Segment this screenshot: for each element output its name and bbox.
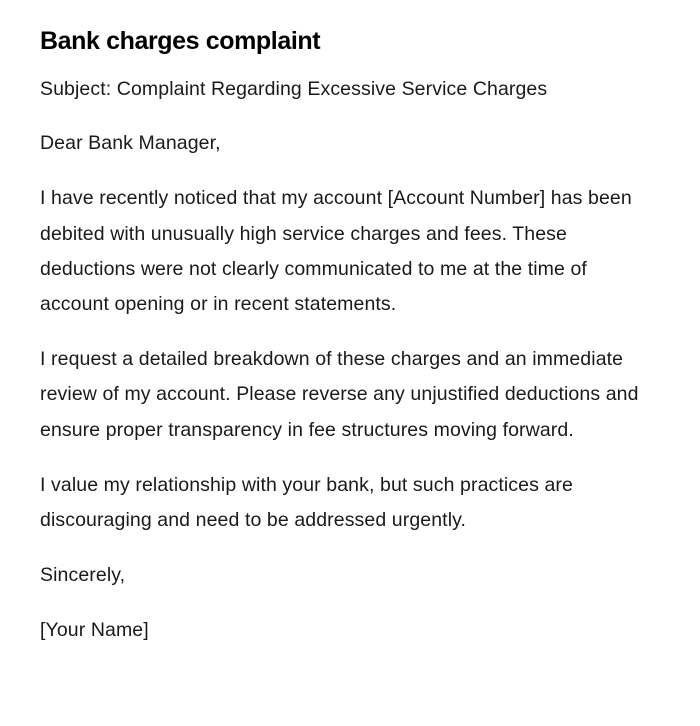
letter-signature: [Your Name] <box>40 619 149 642</box>
letter-subject: Subject: Complaint Regarding Excessive Service Charges <box>40 78 548 100</box>
letter-paragraph-3: I value my relationship with your bank, but such practices are discouraging and need to be addressed urgently. <box>40 473 573 532</box>
letter-paragraph-1: I have recently noticed that my account [Account Number] has been debited with unusually high service charges and fees. These deductions were not clearly communicated to me at the time of account opening or in recent statements. <box>40 187 632 316</box>
document-title: Bank charges complaint <box>40 27 321 55</box>
letter-salutation: Dear Bank Manager, <box>40 132 221 155</box>
letter-closing: Sincerely, <box>40 564 126 587</box>
letter-document <box>40 24 650 669</box>
letter-paragraph-2: I request a detailed breakdown of these charges and an immediate review of my account. Please reverse any unjustified deductions and ensure proper transparency in fee structures moving forward. <box>40 348 639 441</box>
